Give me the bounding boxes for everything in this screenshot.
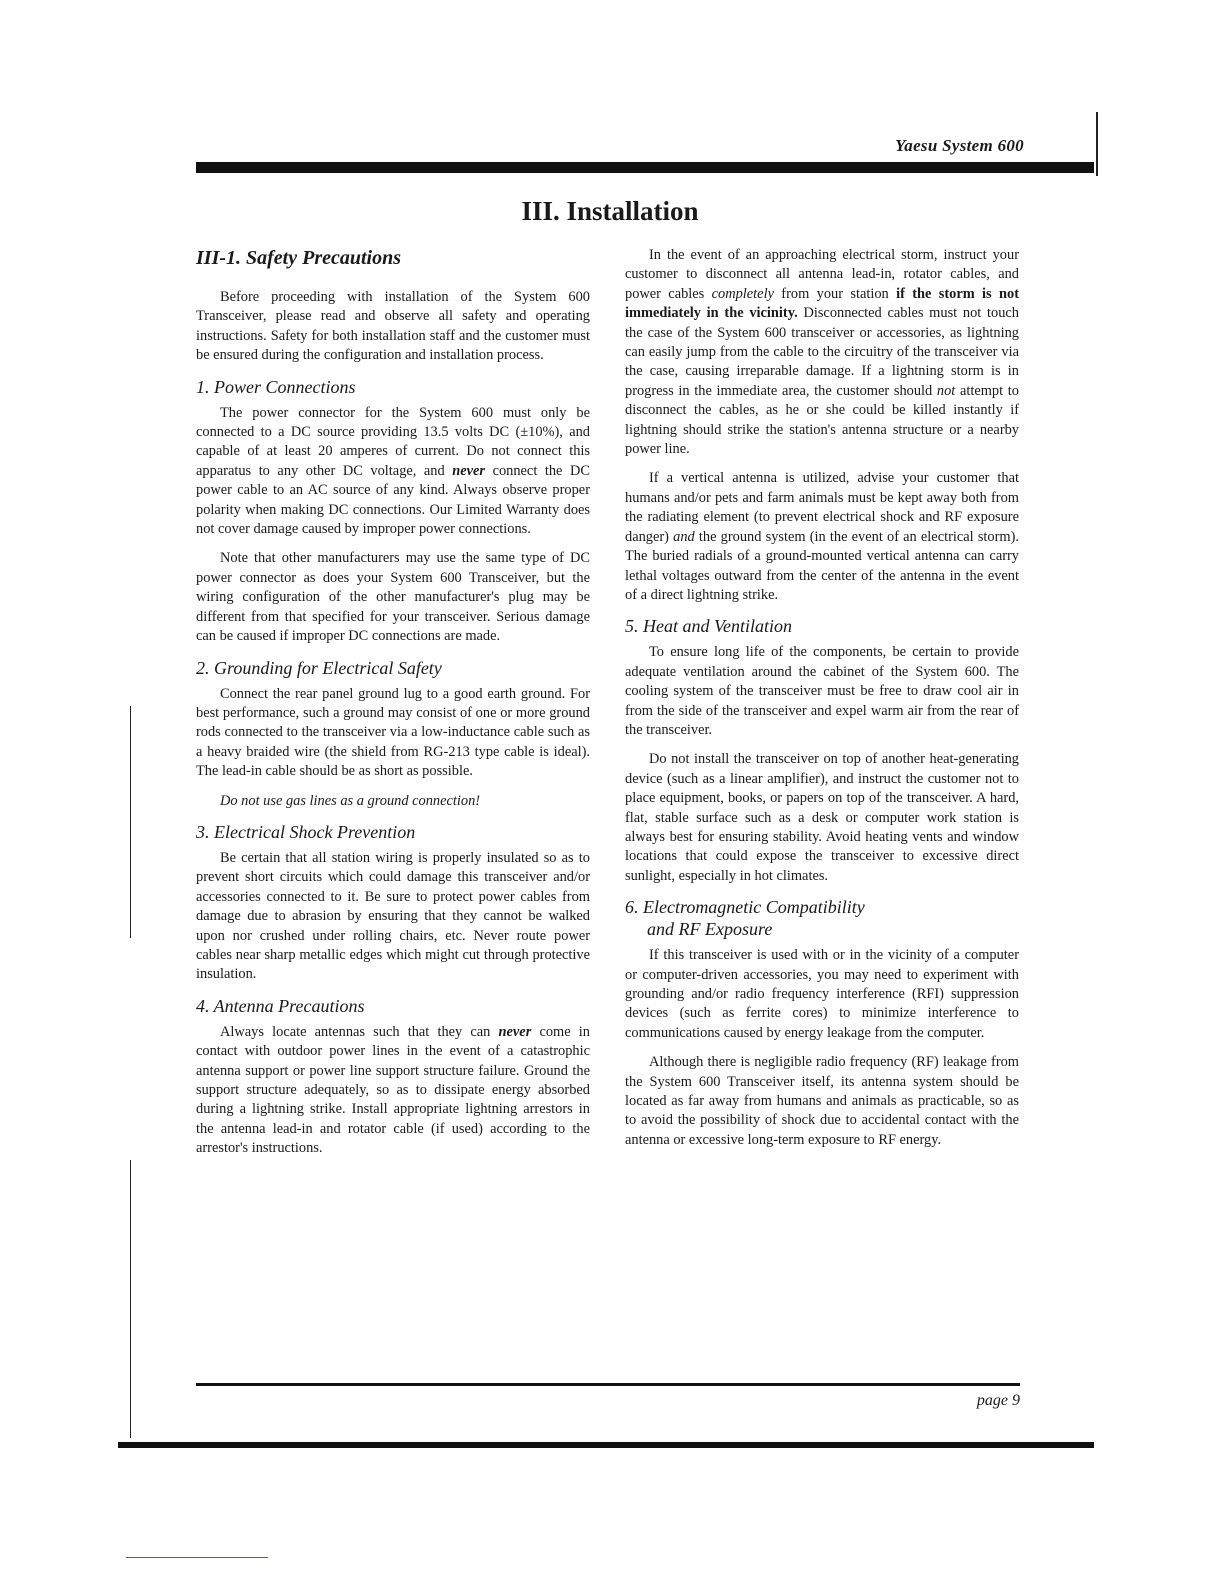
heading-heat-ventilation: 5. Heat and Ventilation xyxy=(625,616,792,637)
heading-antenna-precautions: 4. Antenna Precautions xyxy=(196,995,365,1016)
intro-paragraph: Before proceeding with installation of the System 600 Transceiver, please read and observe all safety and operating instructions. Safety for both installation staff and the customer must be ensured during the configuration and installation process. xyxy=(196,289,590,364)
scan-blue-line xyxy=(126,1557,268,1558)
scan-margin-mark xyxy=(130,1160,131,1438)
heading-shock-prevention: 3. Electrical Shock Prevention xyxy=(196,821,416,842)
page-number: page 9 xyxy=(976,1392,1020,1409)
right-column xyxy=(625,246,1019,1160)
emc-paragraph-2: Although there is negligible radio frequency (RF) leakage from the System 600 Transceiver itself, its antenna system should be located as far away from humans and animals as practicable, so as to avoid the possibility of shock due to accidental contact with the antenna or excessive long-term exposure to RF energy. xyxy=(625,1054,1019,1148)
running-header: Yaesu System 600 xyxy=(895,136,1024,155)
vertical-antenna-paragraph: If a vertical antenna is utilized, advise your customer that humans and/or pets and farm animals must be kept away both from the radiating element (to prevent electrical shock and RF exposure danger) and the ground system (in the event of an electrical storm). The buried radials of a ground-mounted vertical antenna can carry lethal voltages outward from the center of the antenna in the event of a direct lightning strike. xyxy=(625,470,1019,603)
ventilation-paragraph-1: To ensure long life of the components, be certain to provide adequate ventilation around the cabinet of the System 600. The cooling system of the transceiver must be free to draw cool air in from the side of the transceiver and expel warm air from the rear of the transceiver. xyxy=(625,644,1019,738)
footer-rule xyxy=(196,1383,1020,1386)
grounding-paragraph: Connect the rear panel ground lug to a good earth ground. For best performance, such a ground may consist of one or more ground rods connected to the transceiver via a low-inductance cable such as a heavy braided wire (the shield from RG-213 type cable is ideal). The lead-in cable should be as short as possible. xyxy=(196,685,590,780)
left-column xyxy=(196,246,590,1169)
antenna-paragraph: Always locate antennas such that they can never come in contact with outdoor power lines in the event of a catastrophic antenna support or power line support structure failure. Ground the support structure adequately, so as to dissipate energy absorbed during a lightning strike. Install appropriate lightning arrestors in the antenna lead-in and rotator cable (if used) according to the arrestor's instructions. xyxy=(196,1023,590,1157)
scan-bottom-edge xyxy=(118,1442,1094,1448)
gas-line-warning: Do not use gas lines as a ground connection! xyxy=(220,792,481,809)
header-rule xyxy=(196,162,1094,173)
ventilation-paragraph-2: Do not install the transceiver on top of another heat-generating device (such as a linear amplifier), and instruct the customer not to place equipment, books, or papers on top of the transceiver. A hard, flat, stable surface such as a desk or computer work station is always best for ensuring stability. Avoid heating vents and window locations that could expose the transceiver to excessive direct sunlight, especially in hot climates. xyxy=(625,751,1019,884)
emc-paragraph-1: If this transceiver is used with or in the vicinity of a computer or computer-driven accessories, you may need to experiment with grounding and/or radio frequency interference (RFI) suppression devices (such as ferrite cores) to minimize interference to communications caused by energy leakage from the computer. xyxy=(625,947,1019,1041)
page-title: III. Installation xyxy=(521,196,699,226)
heading-emc-rf: 6. Electromagnetic Compatibility and RF Exposure xyxy=(625,897,865,940)
power-paragraph-2: Note that other manufacturers may use the same type of DC power connector as does your System 600 Transceiver, but the wiring configuration of the other manufacturer's plug may be different from that specified for your transceiver. Serious damage can be caused if improper DC connections are made. xyxy=(196,550,590,645)
heading-power-connections: 1. Power Connections xyxy=(196,376,356,397)
section-title: III-1. Safety Precautions xyxy=(196,247,401,269)
heading-grounding: 2. Grounding for Electrical Safety xyxy=(196,657,442,678)
scan-margin-mark xyxy=(130,706,131,938)
power-paragraph-1: The power connector for the System 600 must only be connected to a DC source providing 13.5 volts DC (±10%), and capable of at least 20 amperes of current. Do not connect this apparatus to any other DC voltage, and never connect the DC power cable to an AC source of any kind. Always observe proper polarity when making DC connections. Our Limited Warranty does not cover damage caused by improper power connections. xyxy=(196,404,590,538)
shock-paragraph: Be certain that all station wiring is properly insulated so as to prevent short circuits which could damage this transceiver and/or accessories connected to it. Be sure to protect power cables from damage due to abrasion by ensuring that they cannot be walked upon nor crushed under rolling chairs, etc. Never route power cables near sharp metallic edges which might cut through protective insulation. xyxy=(196,849,590,983)
storm-paragraph: In the event of an approaching electrical storm, instruct your customer to disconnect all antenna lead-in, rotator cables, and power cables completely from your station if the storm is not immediately in the vicinity. Disconnected cables must not touch the case of the System 600 transceiver or accessories, as lightning can easily jump from the cable to the circuitry of the transceiver via the case, causing irreparable damage. If a lightning storm is in progress in the immediate area, the customer should not attempt to disconnect the cables, as he or she could be killed instantly if lightning should strike the station's antenna structure or a nearby power line. xyxy=(625,247,1019,458)
scan-edge-mark xyxy=(1096,112,1098,176)
